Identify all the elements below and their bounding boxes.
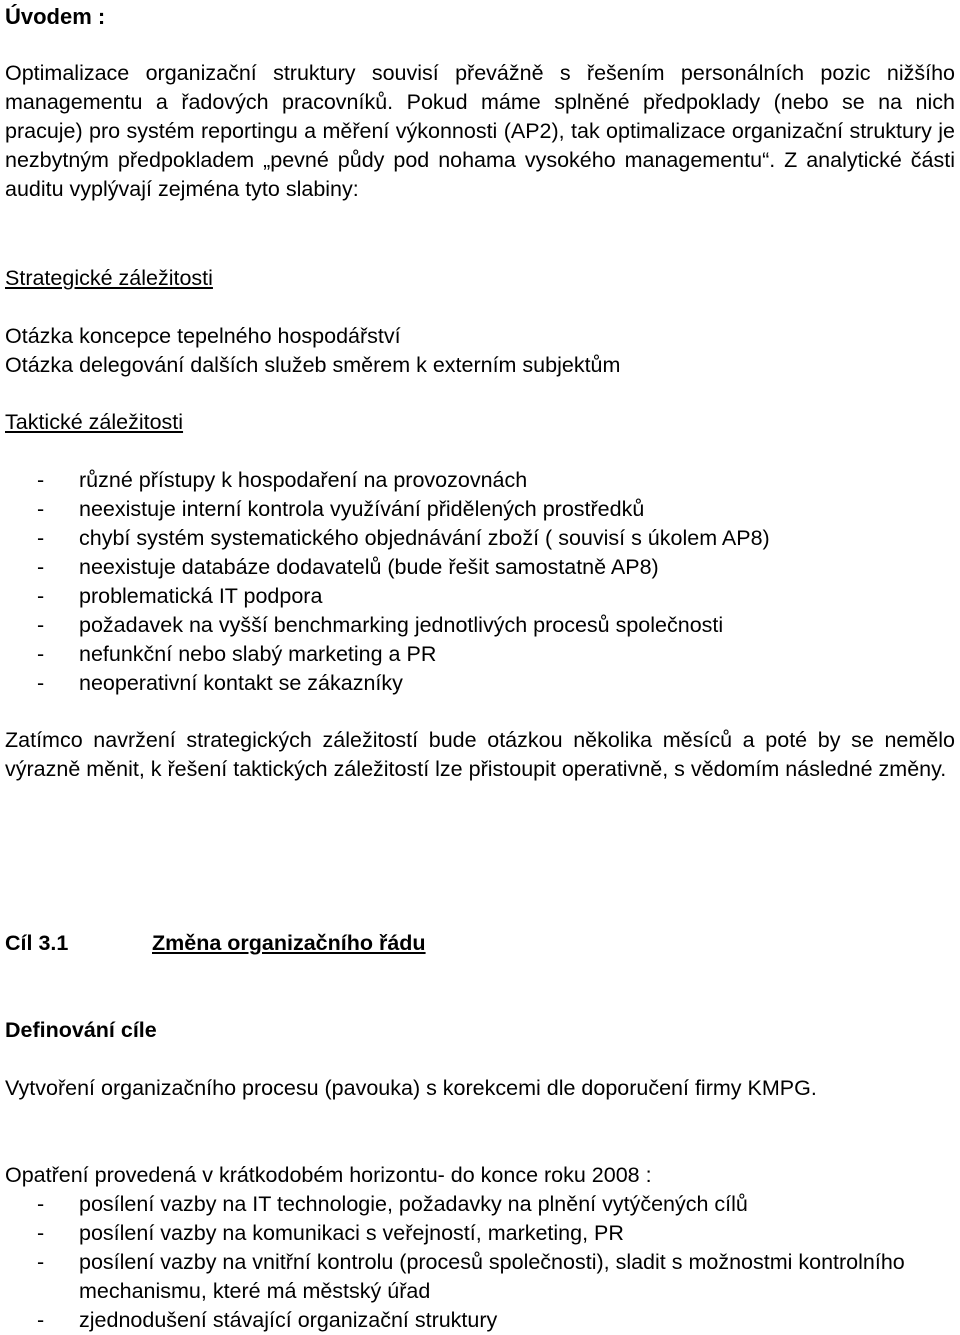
list-item [5,611,770,640]
list-item [5,1306,959,1335]
dash-bullet: - [37,555,45,579]
strategic-item: Otázka delegování dalších služeb směrem k externím subjektům [5,353,621,377]
dash-bullet: - [37,497,45,521]
summary-paragraph: Zatímco navržení strategických záležitostí bude otázkou několika měsíců a poté by se nemělo výrazně měnit, k řešení taktických záležitostí lze přistoupit operativně, s vědomím následné změny. [5,728,955,781]
measures-heading: Opatření provedená v krátkodobém horizontu- do konce roku 2008 : [5,1163,652,1187]
list-item [5,669,770,698]
dash-bullet: - [37,671,45,695]
list-item-text: posílení vazby na IT technologie, požadavky na plnění vytýčených cílů [79,1192,748,1216]
list-item [5,466,770,495]
strategic-list [5,322,620,380]
goal-number: Cíl 3.1 [5,931,69,955]
list-item-text: neoperativní kontakt se zákazníky [79,671,403,695]
dash-bullet: - [37,613,45,637]
list-item-text: problematická IT podpora [79,584,323,608]
list-item [5,1248,959,1306]
definition-text: Vytvoření organizačního procesu (pavouka) s korekcemi dle doporučení firmy KMPG. [5,1076,817,1100]
list-item [5,1219,959,1248]
list-item-text: požadavek na vyšší benchmarking jednotlivých procesů společnosti [79,613,724,637]
list-item-text: nefunkční nebo slabý marketing a PR [79,642,437,666]
list-item-text: různé přístupy k hospodaření na provozovnách [79,468,528,492]
list-item [5,524,770,553]
strategic-heading: Strategické záležitosti [5,266,213,290]
list-item-text: neexistuje interní kontrola využívání přidělených prostředků [79,497,645,521]
list-item-text: chybí systém systematického objednávání zboží ( souvisí s úkolem AP8) [79,526,770,550]
goal-heading [5,929,426,958]
list-item [5,1190,959,1219]
measures-list [5,1190,959,1335]
dash-bullet: - [37,526,45,550]
list-item [5,640,770,669]
dash-bullet: - [37,1308,45,1332]
dash-bullet: - [37,1192,45,1216]
tactical-list [5,466,770,698]
dash-bullet: - [37,1250,45,1274]
list-item [5,553,770,582]
list-item-text: posílení vazby na vnitřní kontrolu (procesů společnosti), sladit s možnostmi kontrolního mechanismu, které má městský úřad [79,1250,905,1303]
list-item [5,495,770,524]
list-item-text: zjednodušení stávající organizační struktury [79,1308,498,1332]
list-item [5,582,770,611]
list-item-text: neexistuje databáze dodavatelů (bude řešit samostatně AP8) [79,555,659,579]
dash-bullet: - [37,468,45,492]
intro-paragraph: Optimalizace organizační struktury souvisí převážně s řešením personálních pozic nižšího managementu a řadových pracovníků. Pokud máme splněné předpoklady (nebo se na nich pracuje) pro systém reportingu a měření výkonnosti (AP2), tak optimalizace organizační struktury je nezbytným předpokladem „pevné půdy pod nohama vysokého managementu“. Z analytické části auditu vyplývají zejména tyto slabiny: [5,61,955,201]
list-item-text: posílení vazby na komunikaci s veřejností, marketing, PR [79,1221,624,1245]
dash-bullet: - [37,642,45,666]
definition-heading: Definování cíle [5,1018,157,1042]
strategic-item: Otázka koncepce tepelného hospodářství [5,324,401,348]
intro-heading: Úvodem : [5,4,106,29]
dash-bullet: - [37,1221,45,1245]
goal-title: Změna organizačního řádu [152,931,426,955]
tactical-heading: Taktické záležitosti [5,410,184,434]
dash-bullet: - [37,584,45,608]
